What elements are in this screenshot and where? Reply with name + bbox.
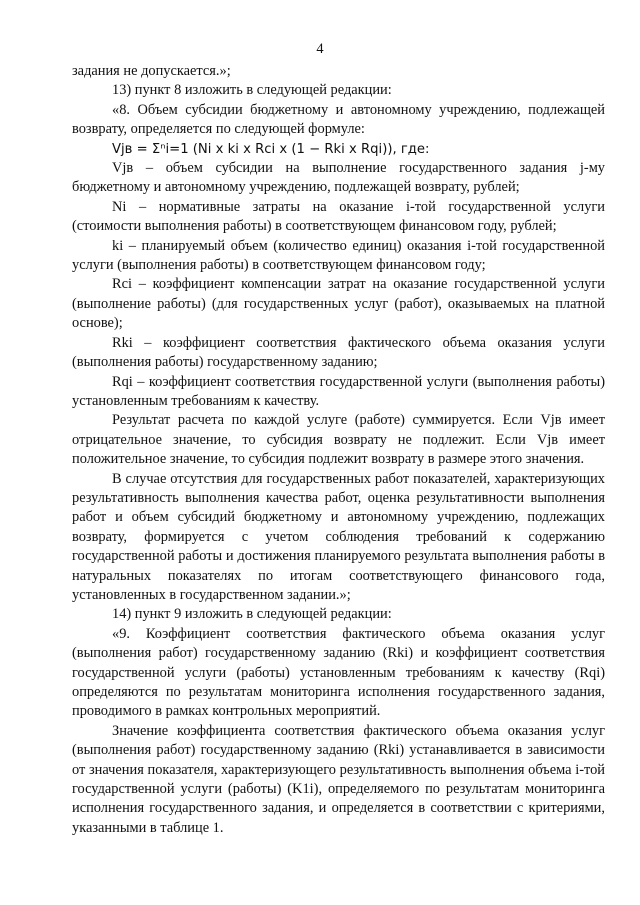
paragraph: Rki – коэффициент соответствия фактического объема оказания услуги (выполнения работы) государственному заданию; xyxy=(72,334,605,371)
document-body xyxy=(72,62,605,838)
paragraph: 14) пункт 9 изложить в следующей редакции: xyxy=(112,606,392,623)
paragraph: Rqi – коэффициент соответствия государственной услуги (выполнения работы) установленным требованиям к качеству. xyxy=(72,373,605,409)
paragraph: Rci – коэффициент компенсации затрат на оказание государственной услуги (выполнение работы) (для государственных услуг (работ), оказываемых на платной основе); xyxy=(72,276,605,332)
paragraph: Ni – нормативные затраты на оказание i-той государственной услуги (стоимости выполнения работы) в соответствующем финансовом году, рублей; xyxy=(72,198,605,235)
paragraph: ki – планируемый объем (количество единиц) оказания i-той государственной услуги (выполнения работы) в соответствующем финансовом году; xyxy=(72,237,605,274)
paragraph: «8. Объем субсидии бюджетному и автономному учреждению, подлежащей возврату, определяется по следующей формуле: xyxy=(72,101,605,138)
page-number: 4 xyxy=(316,41,324,57)
paragraph: Vjв – объем субсидии на выполнение государственного задания j-му бюджетному и автономному учреждению, подлежащей возврату, рублей; xyxy=(72,160,605,196)
paragraph: 13) пункт 8 изложить в следующей редакции: xyxy=(112,82,392,99)
formula: Vjв = Σⁿi=1 (Ni x ki x Rci x (1 − Rki x Rqi)), где: xyxy=(112,141,430,157)
paragraph: В случае отсутствия для государственных работ показателей, характеризующих результативность выполнения качества работ, оценка результативности выполнения работ и объем субсидий бюджетному и автономному учреждению, подлежащих возврату, формируется с учетом соблюдения требований к содержанию государственной работы и достижения планируемого результата выполнения работы в натуральных показателях по итогам соответствующего финансового года, установленных в государственном задании.»; xyxy=(72,470,605,603)
paragraph: «9. Коэффициент соответствия фактического объема оказания услуг (выполнения работ) государственному заданию (Rki) и коэффициент соответствия государственной услуги (работы) установленным требованиям к качеству (Rqi) определяются по результатам мониторинга исполнения государственного задания, проводимого в рамках контрольных мероприятий. xyxy=(72,625,605,720)
paragraph: Значение коэффициента соответствия фактического объема оказания услуг (выполнения работ) государственному заданию (Rki) устанавливается в зависимости от значения показателя, характеризующего результативность выполнения объема i-той государственной услуги (работы) (K1i), определяемого по результатам мониторинга исполнения государственного задания, и определяется в соответствии с критериями, указанными в таблице 1. xyxy=(72,722,605,836)
paragraph: задания не допускается.»; xyxy=(72,63,231,79)
paragraph: Результат расчета по каждой услуге (работе) суммируется. Если Vjв имеет отрицательное значение, то субсидия возврату не подлежит. Если Vjв имеет положительное значение, то субсидия подлежит возврату в размере этого значения. xyxy=(72,412,605,468)
